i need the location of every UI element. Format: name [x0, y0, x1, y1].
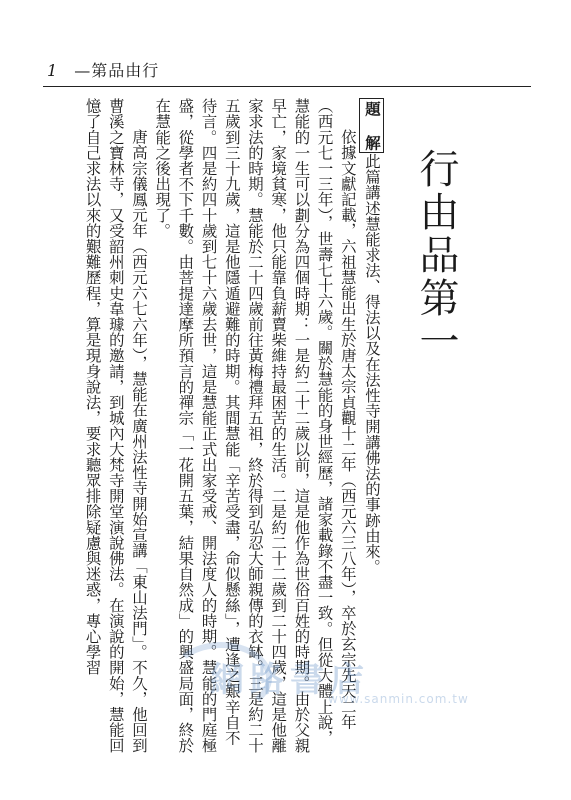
header-rule [43, 86, 531, 87]
page-number: 1 [47, 61, 59, 80]
paragraph-1: 依據文獻記載，六祖慧能出生於唐太宗貞觀十二年（西元六三八年），卒於玄宗先天二年（西元七一三年），世壽七十六歲。關於慧能的身世經歷，諸家載錄不盡一致。但從大體上說，慧能的一生可以劃分為四個時期：一是約二十二歲以前，這是他作為世俗百姓的時期。由於父親早亡，家境貧寒，他只能靠負薪賣柴維持最困苦的生活。二是約二十二歲到二十四歲，這是他離家求法的時期。慧能於二十四歲前往黃梅禮拜五祖，終於得到弘忍大師親傳的衣缽。三是約二十五歲到三十九歲，這是他隱遁避難的時期。其間慧能「辛苦受盡，命似懸絲」，遭逢之艱辛自不待言。四是約四十歲到七十六歲去世，這是慧能正式出家受戒、開法度人的時期。慧能的門庭極盛，從學者不下千數。由菩提達摩所預言的禪宗「一花開五葉，結果自然成」的興盛局面，終於在慧能之後出現了。 [153, 98, 357, 754]
running-header [47, 58, 159, 81]
section-tag: 題 解 [359, 98, 384, 153]
running-title: —第品由行 [74, 61, 160, 80]
watermark-url: www.sanmin.com.tw [328, 692, 469, 706]
intro-text: 此篇講述慧能求法、得法以及在法性寺開講佛法的事跡由來。 [363, 153, 381, 575]
paragraph-2: 唐高宗儀鳳元年（西元六七六年），慧能在廣州法性寺開始宣講「東山法門」。不久，他回到曹溪之寶林寺，又受韶州刺史韋璩的邀請，到城內大梵寺開堂演說佛法。在演說的開始，慧能回憶了自己求法以來的艱難歷程，算是現身說法，要求聽眾排除疑慮與迷惑，專心學習 [83, 98, 148, 754]
watermark-text: 網路書店 [210, 660, 370, 700]
chapter-title: 行由品第一 [413, 148, 459, 363]
intro-paragraph [359, 98, 384, 758]
body-text [56, 98, 384, 758]
